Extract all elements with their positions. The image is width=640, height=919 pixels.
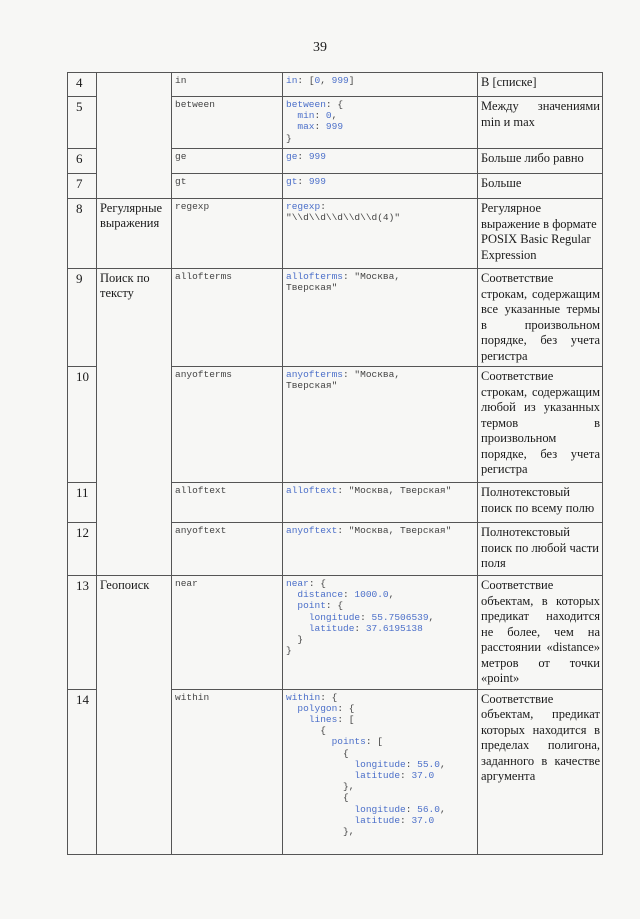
table-row bbox=[68, 199, 603, 269]
description-cell: Между значениями min и max bbox=[478, 97, 603, 149]
operator-cell: anyofterms bbox=[172, 367, 283, 483]
operator-cell: anyoftext bbox=[172, 523, 283, 576]
operator-cell: allofterms bbox=[172, 269, 283, 367]
category-cell bbox=[97, 73, 172, 199]
operator-cell: within bbox=[172, 689, 283, 854]
example-cell: anyoftext: "Москва, Тверская" bbox=[283, 523, 478, 576]
description-cell: Соответствие строкам, содержащим все указанные термы в произвольном порядке, без учета регистра bbox=[478, 269, 603, 367]
row-number: 10 bbox=[68, 367, 97, 483]
description-cell: Больше bbox=[478, 174, 603, 199]
table-row bbox=[68, 73, 603, 97]
example-cell: ge: 999 bbox=[283, 149, 478, 174]
description-cell: Больше либо равно bbox=[478, 149, 603, 174]
description-cell: Соответствие объектам, предикат которых находится в пределах полигона, заданного в качестве аргумента bbox=[478, 689, 603, 854]
row-number: 13 bbox=[68, 576, 97, 690]
row-number: 7 bbox=[68, 174, 97, 199]
operator-cell: near bbox=[172, 576, 283, 690]
example-cell: gt: 999 bbox=[283, 174, 478, 199]
page-number: 39 bbox=[313, 40, 327, 55]
row-number: 11 bbox=[68, 483, 97, 523]
operator-cell: gt bbox=[172, 174, 283, 199]
operator-cell: in bbox=[172, 73, 283, 97]
table-row bbox=[68, 269, 603, 367]
row-number: 5 bbox=[68, 97, 97, 149]
operators-table bbox=[67, 72, 603, 855]
example-cell: in: [0, 999] bbox=[283, 73, 478, 97]
example-cell: allofterms: "Москва, Тверская" bbox=[283, 269, 478, 367]
description-cell: Соответствие объектам, в которых предикат находится не более, чем на расстоянии «distance» метров от точки «point» bbox=[478, 576, 603, 690]
example-cell: anyofterms: "Москва, Тверская" bbox=[283, 367, 478, 483]
operator-cell: ge bbox=[172, 149, 283, 174]
description-cell: Соответствие строкам, содержащим любой из указанных термов в произвольном порядке, без учета регистра bbox=[478, 367, 603, 483]
example-cell: near: { distance: 1000.0, point: { longitude: 55.7506539, latitude: 37.6195138 } } bbox=[283, 576, 478, 690]
description-cell: Полнотекстовый поиск по всему полю bbox=[478, 483, 603, 523]
example-cell: regexp: "\\d\\d\\d\\d\\d(4)" bbox=[283, 199, 478, 269]
row-number: 12 bbox=[68, 523, 97, 576]
row-number: 6 bbox=[68, 149, 97, 174]
example-cell: alloftext: "Москва, Тверская" bbox=[283, 483, 478, 523]
example-cell: within: { polygon: { lines: [ { points: [ { longitude: 55.0, latitude: 37.0 }, { longitude: 56.0, latitude: 37.0 }, bbox=[283, 689, 478, 854]
category-cell: Регулярные выражения bbox=[97, 199, 172, 269]
category-cell: Поиск по тексту bbox=[97, 269, 172, 576]
row-number: 9 bbox=[68, 269, 97, 367]
category-cell: Геопоиск bbox=[97, 576, 172, 855]
row-number: 8 bbox=[68, 199, 97, 269]
operator-cell: between bbox=[172, 97, 283, 149]
table-row bbox=[68, 576, 603, 690]
row-number: 14 bbox=[68, 689, 97, 854]
operator-cell: regexp bbox=[172, 199, 283, 269]
row-number: 4 bbox=[68, 73, 97, 97]
example-cell: between: { min: 0, max: 999 } bbox=[283, 97, 478, 149]
description-cell: Полнотекстовый поиск по любой части поля bbox=[478, 523, 603, 576]
operator-cell: alloftext bbox=[172, 483, 283, 523]
description-cell: В [списке] bbox=[478, 73, 603, 97]
description-cell: Регулярное выражение в формате POSIX Basic Regular Expression bbox=[478, 199, 603, 269]
